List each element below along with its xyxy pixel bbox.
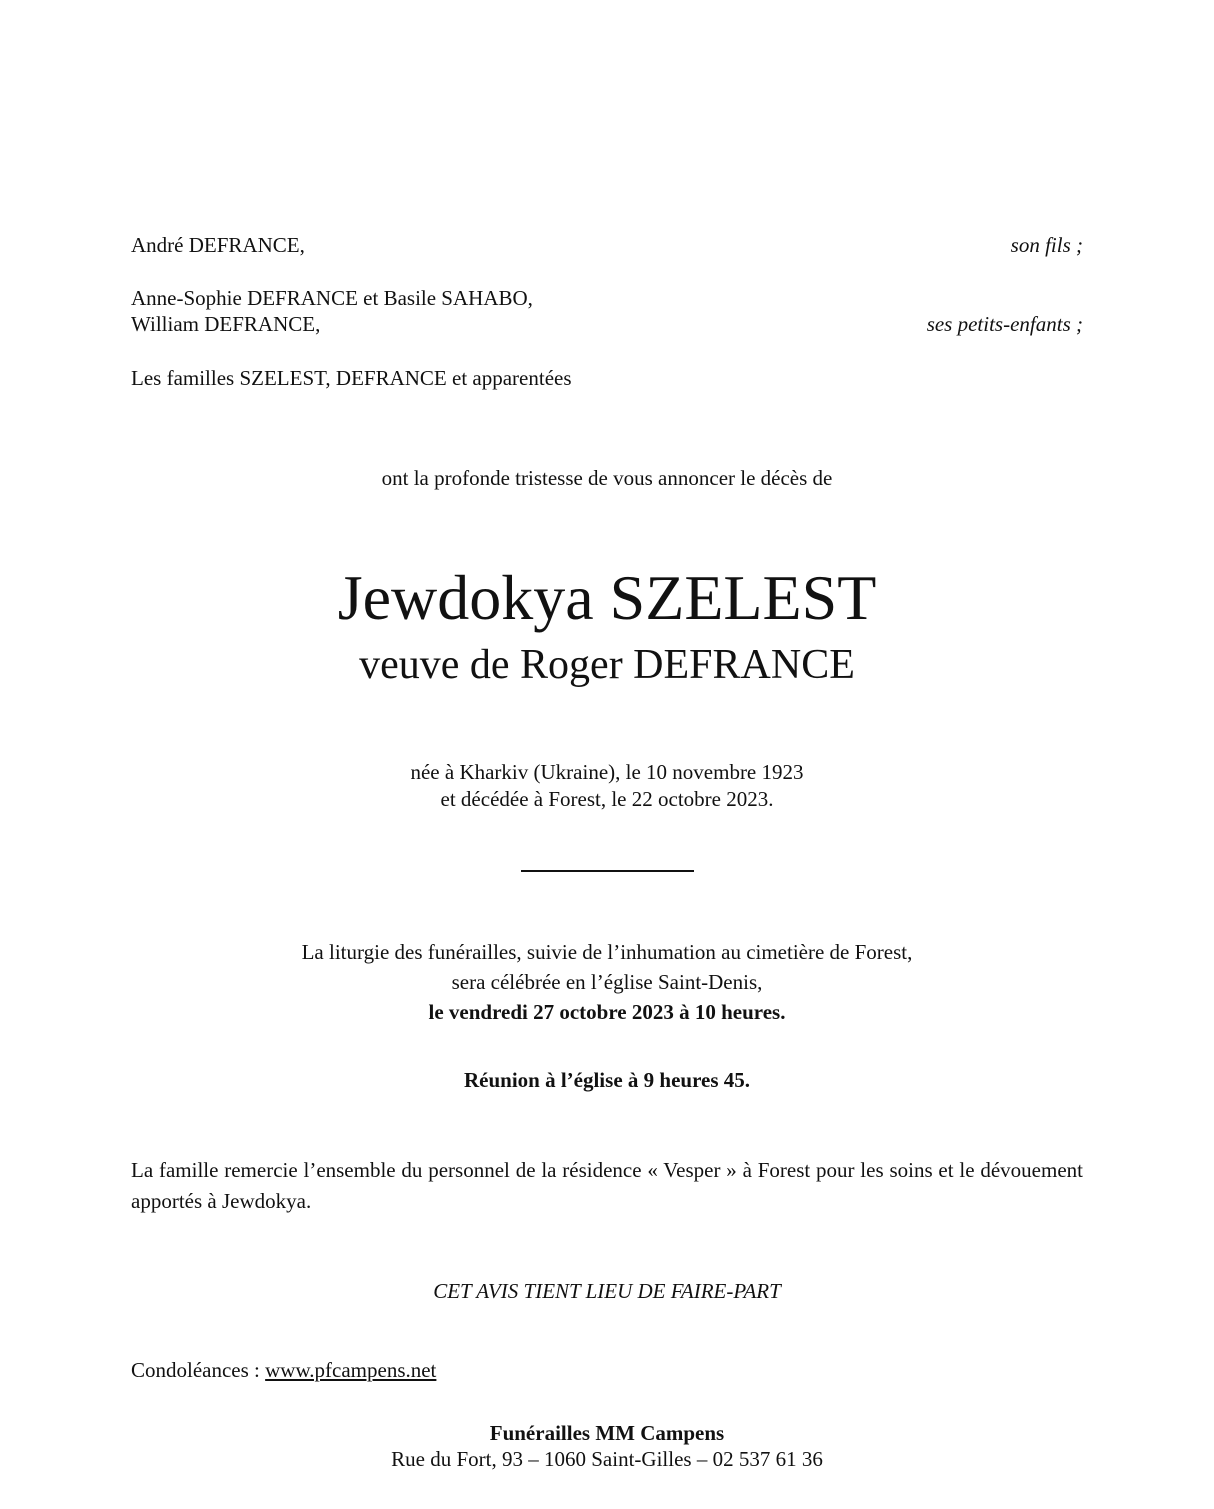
deceased-widow-of: veuve de Roger DEFRANCE: [359, 642, 855, 688]
mourner-name: Les familles SZELEST, DEFRANCE et apparentées: [131, 366, 572, 390]
mourner-name: William DEFRANCE,: [131, 312, 321, 336]
deceased-birth: née à Kharkiv (Ukraine), le 10 novembre 1923: [410, 760, 804, 784]
ceremony-line-1: La liturgie des funérailles, suivie de l’inhumation au cimetière de Forest,: [301, 940, 913, 964]
mourner-grandchild-1: [131, 285, 1083, 311]
faire-part-notice: CET AVIS TIENT LIEU DE FAIRE-PART: [433, 1279, 781, 1303]
condolences-link[interactable]: www.pfcampens.net: [265, 1358, 437, 1382]
mourner-families: [131, 365, 1083, 391]
deceased-death: et décédée à Forest, le 22 octobre 2023.: [440, 787, 774, 811]
mourner-name: Anne-Sophie DEFRANCE et Basile SAHABO,: [131, 286, 533, 310]
mourner-grandchild-2: [131, 311, 1083, 337]
announcement-text: ont la profonde tristesse de vous annoncer le décès de: [381, 466, 833, 490]
mourner-role: ses petits-enfants ;: [926, 312, 1083, 336]
mourner-name: André DEFRANCE,: [131, 233, 305, 257]
ceremony-line-2: sera célébrée en l’église Saint-Denis,: [451, 970, 763, 994]
separator-line: [521, 870, 694, 872]
condolences: [131, 1357, 1083, 1383]
funeral-home-address: Rue du Fort, 93 – 1060 Saint-Gilles – 02 537 61 36: [391, 1447, 823, 1471]
mourner-role: son fils ;: [1010, 233, 1083, 257]
thanks-paragraph: La famille remercie l’ensemble du personnel de la résidence « Vesper » à Forest pour les soins et le dévouement apportés à Jewdokya.: [131, 1158, 1083, 1213]
funeral-home-name: Funérailles MM Campens: [489, 1421, 725, 1445]
ceremony-meeting: Réunion à l’église à 9 heures 45.: [463, 1068, 751, 1092]
deceased-name: Jewdokya SZELEST: [337, 562, 877, 633]
mourner-son: [131, 232, 1083, 258]
ceremony-date: le vendredi 27 octobre 2023 à 10 heures.: [428, 1000, 786, 1024]
condolences-label: Condoléances :: [131, 1358, 266, 1382]
